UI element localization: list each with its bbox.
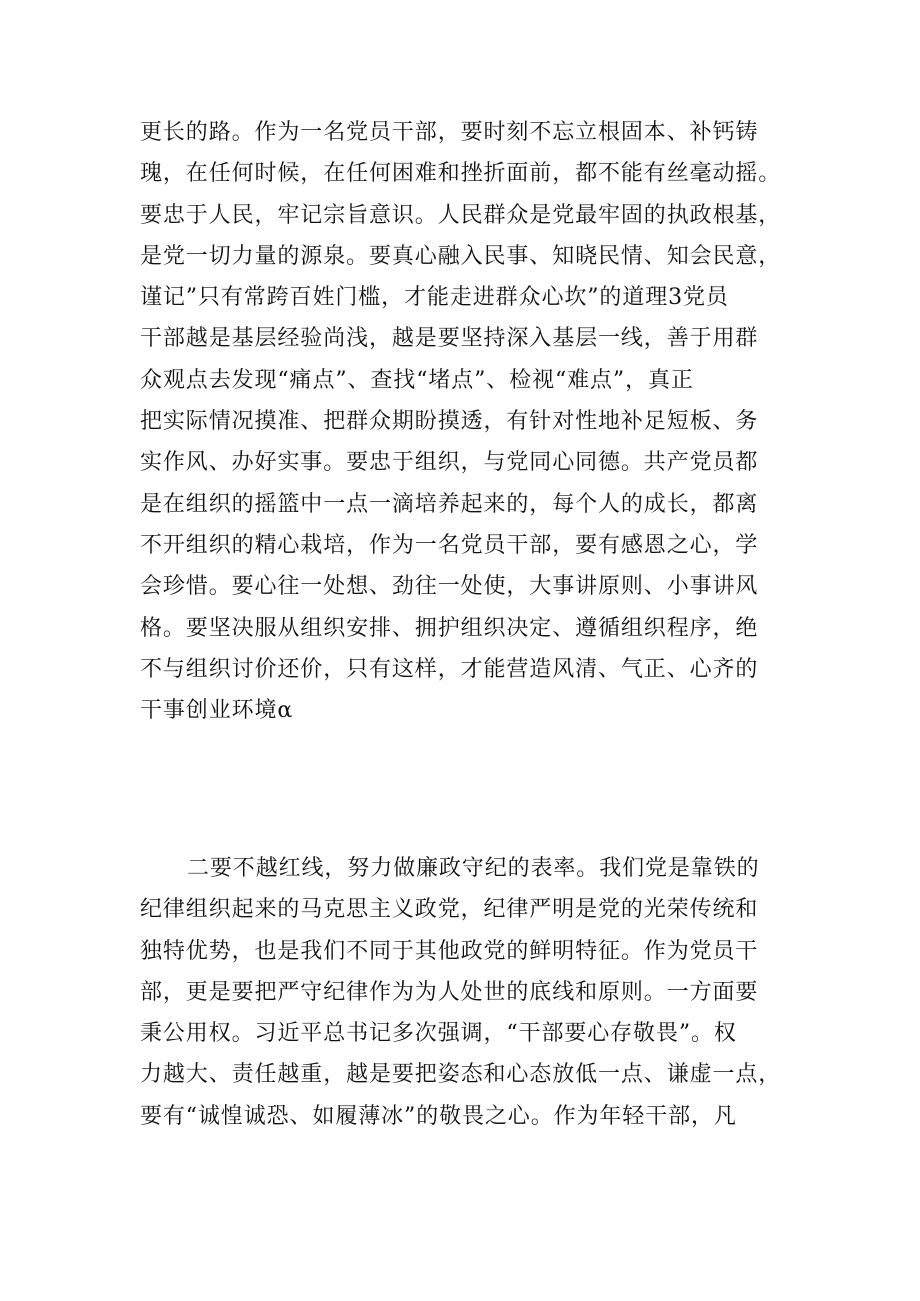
paragraph-2: [140, 848, 800, 1137]
text-line: 秉公用权。习近平总书记多次强调，“干部要心存敬畏”。权: [140, 1021, 737, 1047]
text-line: 力越大、责任越重，越是要把姿态和心态放低一点、谦虚一点，: [140, 1062, 782, 1088]
text-line: 更长的路。作为一名党员干部，要时刻不忘立根固本、补钙铸: [140, 120, 759, 145]
text-line: 纪律组织起来的马克思主义政党，纪律严明是党的光荣传统和: [140, 897, 759, 923]
paragraph-1: [140, 112, 800, 731]
text-line: 会珍惜。要心往一处想、劲往一处使，大事讲原则、小事讲风: [140, 574, 759, 600]
text-line: 要忠于人民，牢记宗旨意识。人民群众是党最牢固的执政根基，: [140, 202, 782, 228]
text-line: 是在组织的摇篮中一点一滴培养起来的，每个人的成长，都离: [140, 491, 759, 517]
text-line: 众观点去发现“痛点”、查找“堵点”、检视“难点”，真正: [140, 367, 694, 393]
text-line: 实作风、办好实事。要忠于组织，与党同心同德。共产党员都: [140, 450, 759, 476]
text-line: 不开组织的精心栽培，作为一名党员干部，要有感恩之心，学: [140, 532, 759, 558]
text-line: 是党一切力量的源泉。要真心融入民事、知晓民情、知会民意，: [140, 243, 782, 269]
text-line: 二要不越红线，努力做廉政守纪的表率。我们党是靠铁的: [187, 856, 760, 881]
text-line: 谨记”只有常跨百姓门槛，才能走进群众心坎”的道理3党员: [140, 285, 729, 311]
text-line: 干事创业环境α: [140, 698, 294, 724]
text-line: 瑰，在任何时候，在任何困难和挫折面前，都不能有丝毫动摇。: [140, 161, 782, 187]
text-line: 把实际情况摸准、把群众期盼摸透，有针对性地补足短板、务: [140, 409, 759, 435]
text-line: 不与组织讨价还价，只有这样，才能营造风清、气正、心齐的: [140, 656, 759, 682]
text-line: 部，更是要把严守纪律作为为人处世的底线和原则。一方面要: [140, 979, 759, 1005]
text-line: 要有“诚惶诚恐、如履薄冰”的敬畏之心。作为年轻干部，凡: [140, 1103, 737, 1129]
text-line: 独特优势，也是我们不同于其他政党的鲜明特征。作为党员干: [140, 938, 759, 964]
text-line: 格。要坚决服从组织安排、拥护组织决定、遵循组织程序，绝: [140, 615, 759, 641]
text-line: 干部越是基层经验尚浅，越是要坚持深入基层一线，善于用群: [140, 326, 759, 352]
